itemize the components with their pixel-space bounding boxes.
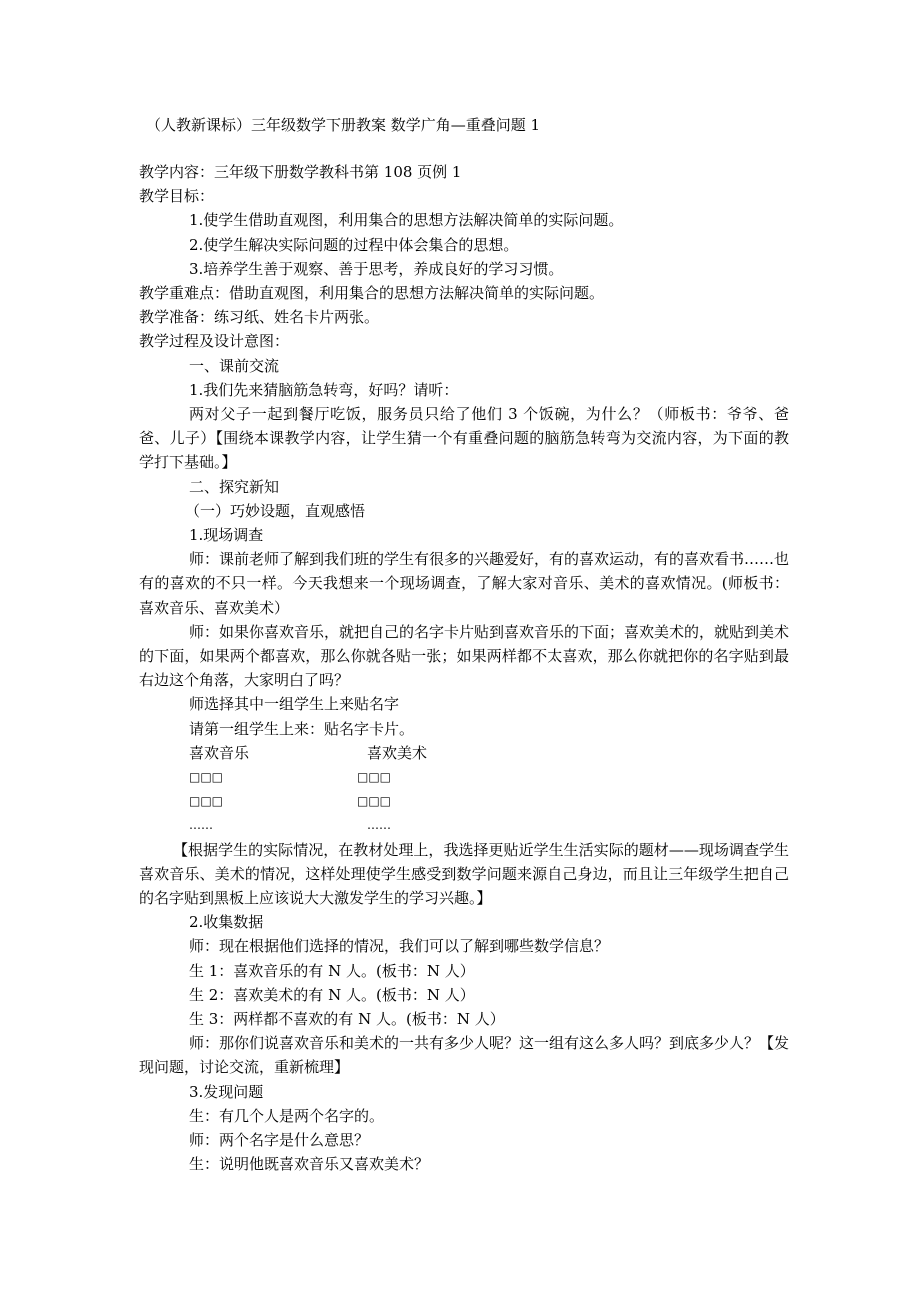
ellipsis-text: …… (189, 818, 213, 833)
preparation-line: 教学准备：练习纸、姓名卡片两张。 (139, 308, 380, 327)
design-note-paragraph: 【根据学生的实际情况，在教材处理上，我选择更贴近学生生活实际的题材——现场调查学生喜欢音乐、美术的情况，这样处理使学生感受到数学问题来源自己身边，而且让三年级学生把自己的名字贴到黑板上应该说大大激发学生的学习兴趣。】 (139, 840, 789, 908)
teacher-paragraph-1: 师：课前老师了解到我们班的学生有很多的兴趣爱好，有的喜欢运动，有的喜欢看书……也有的喜欢的不只一样。今天我想来一个现场调查，了解大家对音乐、美术的喜欢情况。(师板书：喜欢音乐、喜欢美术） (139, 550, 790, 617)
section-heading-1: 一、课前交流 (189, 356, 280, 375)
name-card-boxes: □□□ (189, 770, 224, 785)
teacher-paragraph-2: 师：如果你喜欢音乐，就把自己的名字卡片贴到喜欢音乐的下面；喜欢美术的，就贴到美术的下面，如果两个都喜欢，那么你就各贴一张；如果两样都不太喜欢，那么你就把你的名字贴到最右边这个角落，大家明白了吗？ (139, 622, 790, 690)
student-line-1: 生 1：喜欢音乐的有 N 人。(板书：N 人） (189, 961, 475, 980)
name-card-boxes: □□□ (189, 794, 224, 809)
board-row-1 (139, 765, 789, 789)
name-card-boxes: □□□ (357, 794, 392, 809)
goal-item-3: 3.培养学生善于观察、善于思考，养成良好的学习习惯。 (189, 259, 564, 278)
section2-item-2: 2.收集数据 (189, 913, 264, 932)
student-line-5: 生：说明他既喜欢音乐又喜欢美术？ (189, 1155, 430, 1174)
teacher-line-5: 师：两个名字是什么意思？ (189, 1131, 370, 1150)
teaching-goals-heading: 教学目标： (139, 187, 215, 206)
column-art-label: 喜欢美术 (367, 743, 428, 762)
teacher-line-3: 师：现在根据他们选择的情况，我们可以了解到哪些数学信息？ (189, 937, 610, 956)
teaching-content-line: 教学内容：三年级下册数学教科书第 108 页例 1 (139, 163, 462, 181)
section1-item-1: 1.我们先来猜脑筋急转弯，好吗？请听： (189, 380, 459, 399)
student-line-4: 生：有几个人是两个名字的。 (189, 1106, 385, 1125)
student-line-2: 生 2：喜欢美术的有 N 人。(板书：N 人） (189, 985, 475, 1004)
document-body (139, 160, 789, 1176)
column-music-label: 喜欢音乐 (189, 743, 250, 762)
name-card-boxes: □□□ (357, 770, 392, 785)
section2-item-1: 1.现场调查 (189, 526, 264, 545)
board-row-ellipsis (139, 813, 789, 837)
document-title: （人教新课标）三年级数学下册教案 数学广角—重叠问题 1 (146, 116, 541, 134)
section-heading-2: 二、探究新知 (189, 477, 280, 496)
board-header-row (139, 741, 789, 765)
student-line-3: 生 3：两样都不喜欢的有 N 人。(板书：N 人） (189, 1010, 505, 1029)
section2-item-3: 3.发现问题 (189, 1082, 264, 1101)
key-points-line: 教学重难点：借助直观图，利用集合的思想方法解决简单的实际问题。 (139, 284, 605, 303)
subsection-heading-1: （一）巧妙设题，直观感悟 (185, 501, 366, 520)
riddle-paragraph: 两对父子一起到餐厅吃饭，服务员只给了他们 3 个饭碗，为什么？（师板书：爷爷、爸爸、儿子）【围绕本课教学内容，让学生猜一个有重叠问题的脑筋急转弯为交流内容，为下面的教学打下基础。】 (139, 405, 789, 472)
invite-group-line: 请第一组学生上来：贴名字卡片。 (189, 719, 415, 738)
goal-item-2: 2.使学生解决实际问题的过程中体会集合的思想。 (189, 235, 519, 254)
choose-group-line: 师选择其中一组学生上来贴名字 (189, 695, 400, 714)
process-heading: 教学过程及设计意图： (139, 332, 290, 351)
teacher-paragraph-4: 师：那你们说喜欢音乐和美术的一共有多少人呢？这一组有这么多人吗？到底多少人？【发现问题，讨论交流，重新梳理】 (139, 1034, 790, 1077)
board-row-2 (139, 789, 789, 813)
ellipsis-text: …… (367, 818, 391, 833)
goal-item-1: 1.使学生借助直观图，利用集合的思想方法解决简单的实际问题。 (189, 211, 624, 230)
